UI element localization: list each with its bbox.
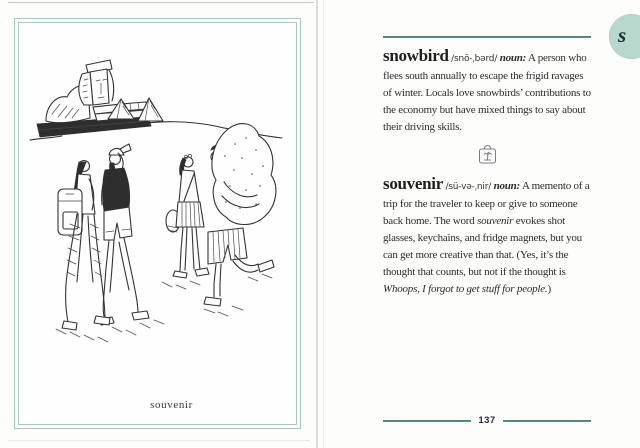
page-footer [383,415,591,426]
sphinx-tourists-illustration [20,24,297,425]
page-gutter-shadow [323,0,324,448]
boulder-drawing [212,124,276,225]
ground-shadows [56,274,272,342]
footer-rule-right [503,420,591,422]
entry-pronunciation: /sü-və-ˌnir/ [445,182,492,192]
tourist-man-boulder-drawing [204,124,276,306]
left-page-frame [14,18,301,429]
tourist-woman-bag-drawing [166,154,209,278]
page-gutter [316,0,318,448]
page-bottom-edge [8,440,310,441]
entry-headword: souvenir [383,174,443,193]
entry-snowbird [383,47,592,136]
section-letter: s [618,23,627,47]
dictionary-entries [383,47,592,298]
footer-rule-left [383,420,471,422]
page-top-edge [8,2,314,3]
sphinx-drawing [37,60,151,137]
entry-part-of-speech: noun: [493,180,520,192]
suitcase-icon [476,143,499,166]
illustration-caption: souvenir [150,399,193,411]
entry-definition: A person who flees south annually to escape the frigid ravages of winter. Locals love snowbirds’ contributions to the economy but have mixed things to say about their driving skills. [383,52,591,133]
section-letter-badge [609,14,640,59]
entry-part-of-speech: noun: [499,52,527,64]
section-divider-rule [383,36,591,38]
entry-divider [383,143,592,166]
left-page-inner-frame [18,22,297,425]
entry-pronunciation: /snō-ˌbərd/ [451,54,498,64]
tourist-man-cap-drawing [94,144,149,325]
page-number: 137 [478,415,496,426]
entry-souvenir [383,175,592,298]
entry-headword: snowbird [383,46,449,65]
entry-definition: A memento of a trip for the traveler to keep or give to someone back home. The word souvenir evokes shot glasses, keychains, and fridge magnets, but you can get more creative than that. (Yes, it’s the thought that counts, but not if the thought is Whoops, I forgot to get stuff for people.) [383,180,590,295]
